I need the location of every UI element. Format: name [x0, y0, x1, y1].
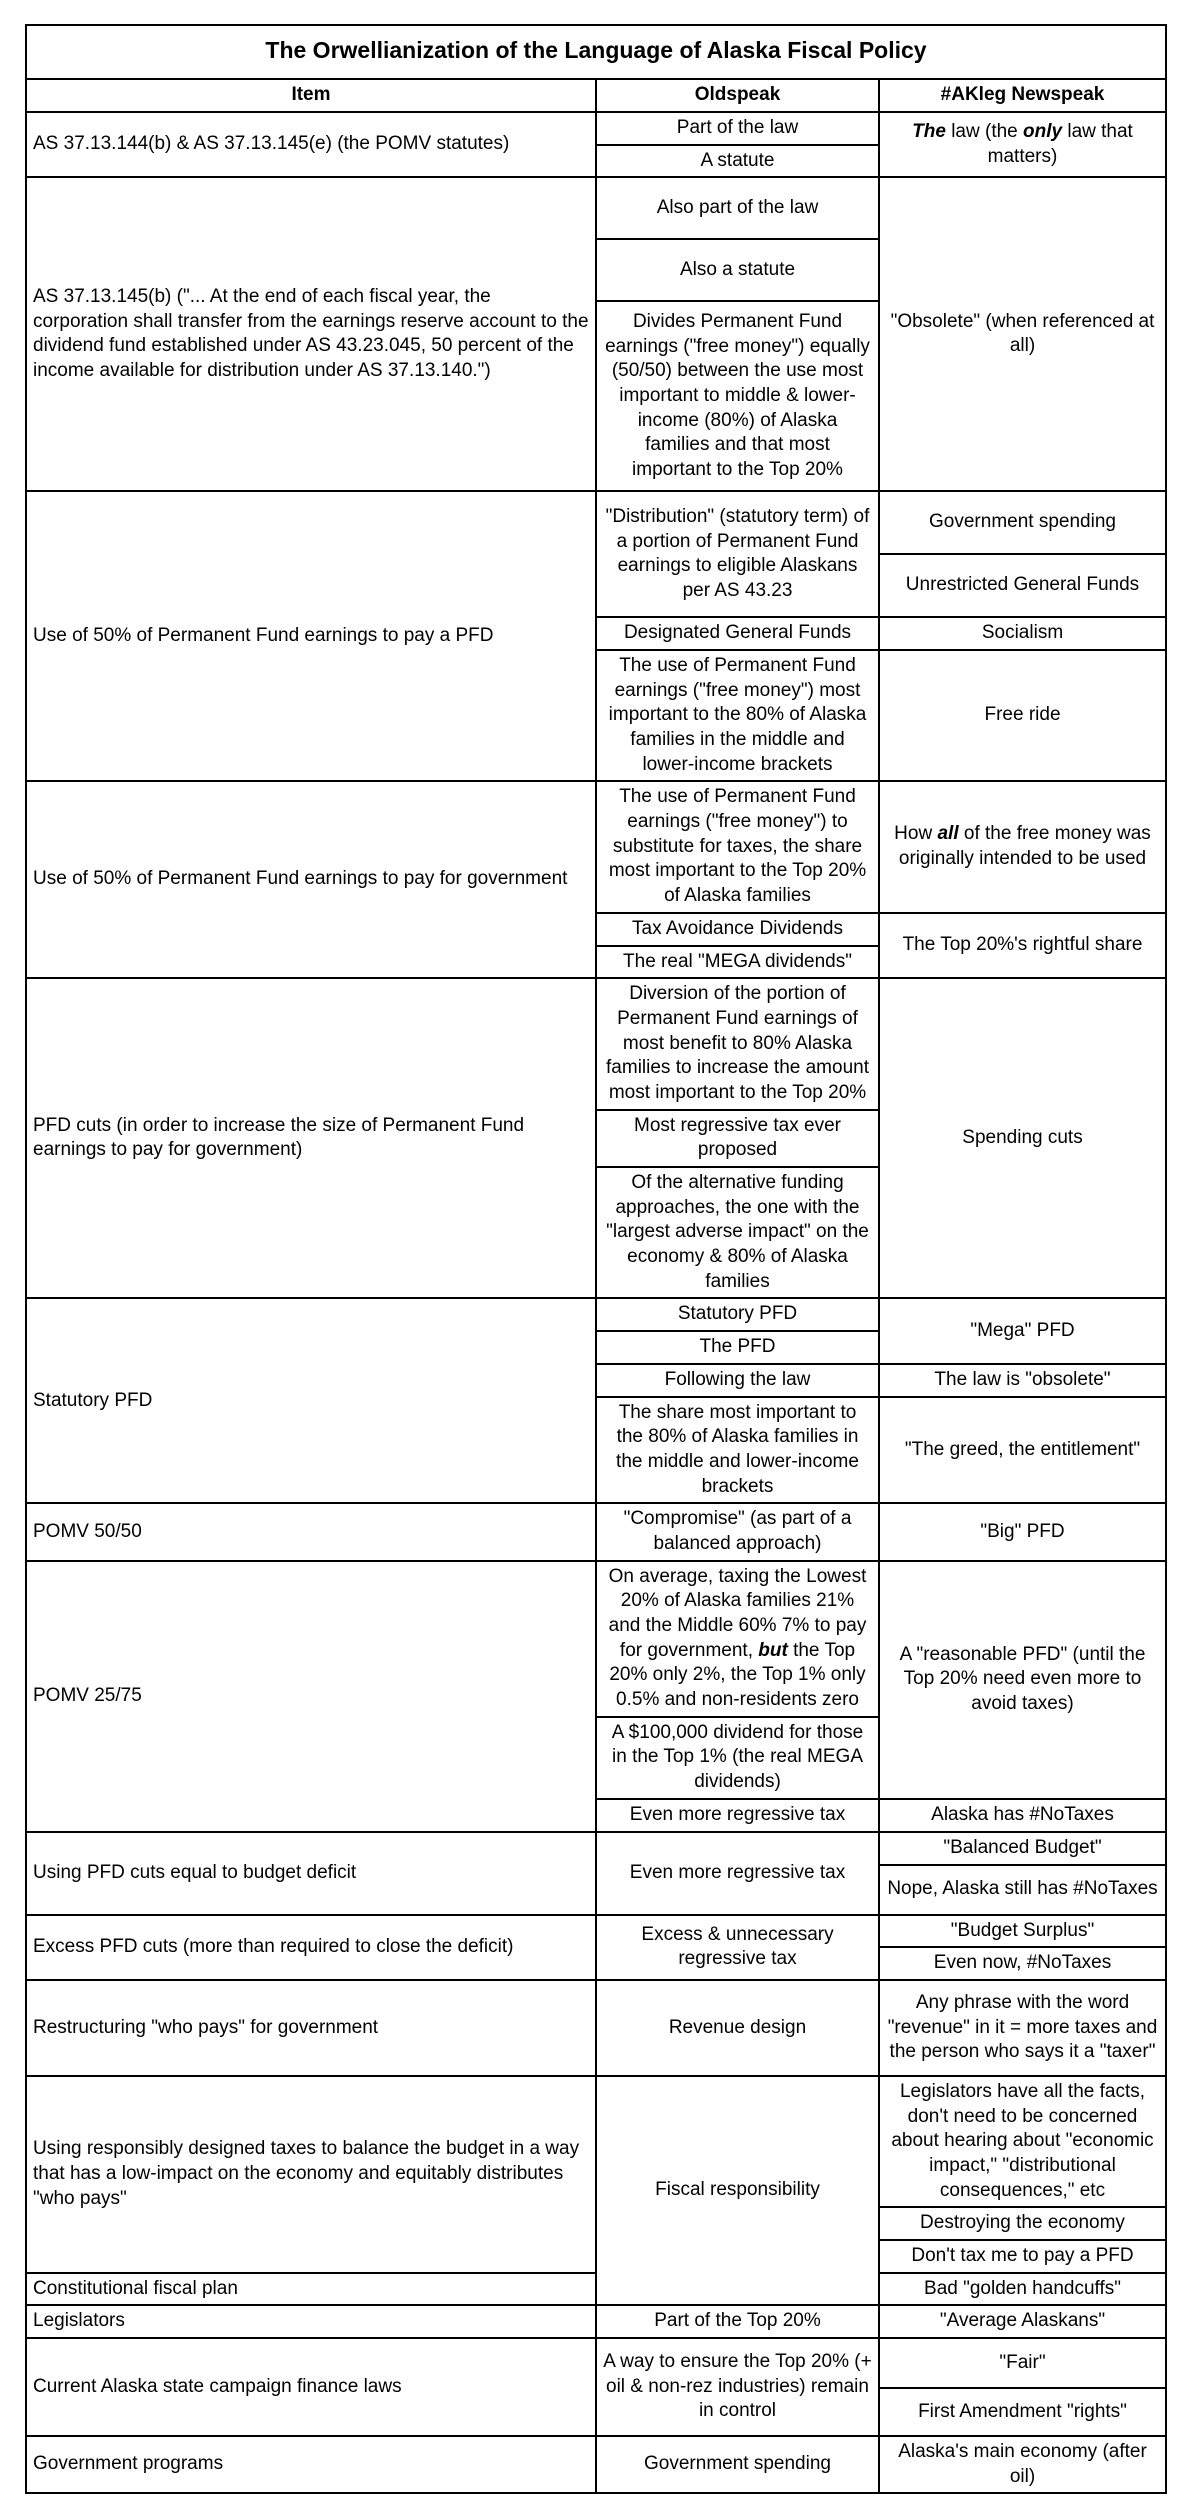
item-cell: Use of 50% of Permanent Fund earnings to pay a PFD — [26, 491, 596, 781]
newspeak-cell: A "reasonable PFD" (until the Top 20% need even more to avoid taxes) — [879, 1561, 1166, 1799]
item-cell: Excess PFD cuts (more than required to close the deficit) — [26, 1915, 596, 1980]
newspeak-text: How — [894, 823, 938, 845]
oldspeak-cell: The use of Permanent Fund earnings ("free money") most important to the 80% of Alaska families in the middle and lower-income brackets — [596, 650, 879, 781]
table-row — [26, 2305, 1166, 2338]
header-oldspeak: Oldspeak — [596, 79, 879, 112]
table-row — [26, 491, 1166, 554]
item-cell: PFD cuts (in order to increase the size of Permanent Fund earnings to pay for government) — [26, 978, 596, 1298]
item-cell: AS 37.13.144(b) & AS 37.13.145(e) (the POMV statutes) — [26, 112, 596, 177]
newspeak-cell: The law is "obsolete" — [879, 1364, 1166, 1397]
newspeak-cell: Any phrase with the word "revenue" in it = more taxes and the person who says it a "taxer" — [879, 1980, 1166, 2076]
newspeak-cell: The Top 20%'s rightful share — [879, 913, 1166, 978]
oldspeak-cell: The share most important to the 80% of Alaska families in the middle and lower-income brackets — [596, 1397, 879, 1504]
newspeak-cell: "Budget Surplus" — [879, 1915, 1166, 1948]
table-row — [26, 1915, 1166, 1948]
table-row — [26, 1561, 1166, 1717]
oldspeak-cell: Fiscal responsibility — [596, 2076, 879, 2306]
item-cell: AS 37.13.145(b) ("... At the end of each fiscal year, the corporation shall transfer from the earnings reserve account to the dividend fund established under AS 43.23.045, 50 percent of the income available for distribution under AS 37.13.140.") — [26, 177, 596, 491]
newspeak-cell: Legislators have all the facts, don't need to be concerned about hearing about "economic impact," "distributional consequences," etc — [879, 2076, 1166, 2207]
oldspeak-cell: Part of the law — [596, 112, 879, 145]
table-row — [26, 2338, 1166, 2388]
oldspeak-cell: A way to ensure the Top 20% (+ oil & non-rez industries) remain in control — [596, 2338, 879, 2436]
oldspeak-cell: Revenue design — [596, 1980, 879, 2076]
header-newspeak: #AKleg Newspeak — [879, 79, 1166, 112]
oldspeak-cell: Diversion of the portion of Permanent Fund earnings of most benefit to 80% Alaska families to increase the amount most important to the Top 20% — [596, 978, 879, 1109]
newspeak-cell: Alaska's main economy (after oil) — [879, 2436, 1166, 2493]
oldspeak-cell: Of the alternative funding approaches, the one with the "largest adverse impact" on the economy & 80% of Alaska families — [596, 1167, 879, 1298]
oldspeak-cell: Government spending — [596, 2436, 879, 2493]
policy-table — [25, 24, 1167, 2494]
emphasis-text: The — [912, 120, 946, 142]
newspeak-cell: "Fair" — [879, 2338, 1166, 2388]
table-row — [26, 112, 1166, 145]
item-cell: Government programs — [26, 2436, 596, 2493]
oldspeak-cell: Statutory PFD — [596, 1298, 879, 1331]
item-cell: Using PFD cuts equal to budget deficit — [26, 1832, 596, 1915]
oldspeak-text: the Top 20% only 2%, the Top 1% only 0.5% and non-residents zero — [609, 1639, 866, 1711]
header-item: Item — [26, 79, 596, 112]
oldspeak-cell: A $100,000 dividend for those in the Top 1% (the real MEGA dividends) — [596, 1717, 879, 1799]
oldspeak-cell: Also part of the law — [596, 177, 879, 239]
newspeak-cell: Socialism — [879, 617, 1166, 650]
newspeak-cell: "Big" PFD — [879, 1503, 1166, 1560]
oldspeak-cell: Divides Permanent Fund earnings ("free money") equally (50/50) between the use most important to middle & lower-income (80%) of Alaska families and that most important to the Top 20% — [596, 301, 879, 491]
oldspeak-cell: The use of Permanent Fund earnings ("free money") to substitute for taxes, the share most important to the Top 20% of Alaska families — [596, 781, 879, 912]
table-row — [26, 978, 1166, 1109]
oldspeak-cell: Excess & unnecessary regressive tax — [596, 1915, 879, 1980]
oldspeak-cell — [596, 1561, 879, 1717]
oldspeak-cell: Part of the Top 20% — [596, 2305, 879, 2338]
oldspeak-cell: A statute — [596, 145, 879, 178]
table-row — [26, 1832, 1166, 1865]
oldspeak-cell: The PFD — [596, 1331, 879, 1364]
newspeak-cell: Government spending — [879, 491, 1166, 554]
newspeak-text: of the free money was originally intended to be used — [898, 823, 1151, 870]
item-cell: Restructuring "who pays" for government — [26, 1980, 596, 2076]
item-cell: Use of 50% of Permanent Fund earnings to pay for government — [26, 781, 596, 978]
newspeak-cell: Free ride — [879, 650, 1166, 781]
newspeak-text: law (the — [945, 120, 1024, 142]
table-row — [26, 1980, 1166, 2076]
oldspeak-text: On average, taxing the Lowest 20% of Alaska families 21% and the Middle 60% 7% to pay for government, — [608, 1565, 867, 1661]
newspeak-text: law that matters) — [987, 120, 1133, 167]
newspeak-cell: Alaska has #NoTaxes — [879, 1799, 1166, 1832]
newspeak-cell — [879, 112, 1166, 177]
oldspeak-cell: Designated General Funds — [596, 617, 879, 650]
item-cell: Legislators — [26, 2305, 596, 2338]
newspeak-cell: Even now, #NoTaxes — [879, 1947, 1166, 1980]
emphasis-text: only — [1023, 120, 1063, 142]
newspeak-cell: Spending cuts — [879, 978, 1166, 1298]
oldspeak-cell: "Compromise" (as part of a balanced approach) — [596, 1503, 879, 1560]
table-row — [26, 1503, 1166, 1560]
newspeak-cell: "Mega" PFD — [879, 1298, 1166, 1363]
newspeak-cell — [879, 781, 1166, 912]
table-row — [26, 2436, 1166, 2493]
newspeak-cell: Bad "golden handcuffs" — [879, 2273, 1166, 2306]
item-cell: Constitutional fiscal plan — [26, 2273, 596, 2306]
oldspeak-cell: Most regressive tax ever proposed — [596, 1110, 879, 1167]
newspeak-cell: Unrestricted General Funds — [879, 554, 1166, 617]
item-cell: Current Alaska state campaign finance laws — [26, 2338, 596, 2436]
emphasis-text: but — [758, 1639, 788, 1661]
newspeak-cell: First Amendment "rights" — [879, 2388, 1166, 2436]
newspeak-cell: "The greed, the entitlement" — [879, 1397, 1166, 1504]
newspeak-cell: Nope, Alaska still has #NoTaxes — [879, 1865, 1166, 1915]
emphasis-text: all — [937, 823, 959, 845]
table-row — [26, 2076, 1166, 2207]
table-row — [26, 177, 1166, 239]
item-cell: POMV 25/75 — [26, 1561, 596, 1832]
oldspeak-cell: The real "MEGA dividends" — [596, 946, 879, 979]
table-title: The Orwellianization of the Language of Alaska Fiscal Policy — [26, 25, 1166, 79]
newspeak-cell: Don't tax me to pay a PFD — [879, 2240, 1166, 2273]
newspeak-cell: "Balanced Budget" — [879, 1832, 1166, 1865]
policy-table-container — [25, 24, 1165, 2494]
oldspeak-cell: Even more regressive tax — [596, 1799, 879, 1832]
oldspeak-cell: Following the law — [596, 1364, 879, 1397]
oldspeak-cell: Even more regressive tax — [596, 1832, 879, 1915]
item-cell: Statutory PFD — [26, 1298, 596, 1503]
oldspeak-cell: Tax Avoidance Dividends — [596, 913, 879, 946]
oldspeak-cell: Also a statute — [596, 239, 879, 301]
newspeak-cell: "Obsolete" (when referenced at all) — [879, 177, 1166, 491]
table-row — [26, 1298, 1166, 1331]
newspeak-cell: "Average Alaskans" — [879, 2305, 1166, 2338]
newspeak-cell: Destroying the economy — [879, 2207, 1166, 2240]
oldspeak-cell: "Distribution" (statutory term) of a portion of Permanent Fund earnings to eligible Alaskans per AS 43.23 — [596, 491, 879, 617]
item-cell: POMV 50/50 — [26, 1503, 596, 1560]
table-row — [26, 781, 1166, 912]
item-cell: Using responsibly designed taxes to balance the budget in a way that has a low-impact on the economy and equitably distributes "who pays" — [26, 2076, 596, 2273]
